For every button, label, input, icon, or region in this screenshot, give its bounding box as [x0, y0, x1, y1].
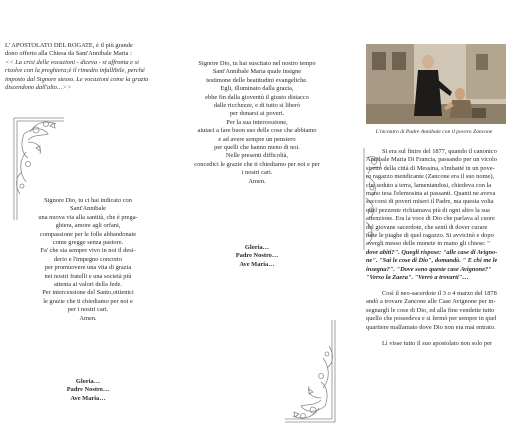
- intro-line: dono offerto alla Chiesa da Sant'Annibale Maria :: [5, 50, 132, 58]
- prayer-line: Sant'Annibale Maria quale insigne: [212, 68, 302, 76]
- prayer-line: una nuova via alla santità, che è prega-: [38, 213, 138, 221]
- closing-line: Ave Maria…: [70, 394, 106, 402]
- story-line: segnargli le cose di Dio, ed alla fine vendette tutto: [366, 306, 495, 314]
- story-line: "Verso la Zaera". "Verrò a trovarti"…: [366, 274, 469, 282]
- prayer-line: Signore Dio, tu hai suscitato nel nostro tempo: [198, 60, 316, 67]
- right-panel: [344, 0, 514, 435]
- prayer-text: [8, 197, 168, 323]
- closing-prayers: [8, 378, 168, 403]
- story-line: avergli messo delle monete in mano gli chiese: ": [366, 240, 490, 248]
- story-paragraph-2: [366, 290, 510, 332]
- floral-ornament-icon: [283, 318, 343, 430]
- prayer-line: Per la sua intercessione,: [226, 118, 288, 126]
- quote-line: << La crisi delle vocazioni - diceva - si affronta e si: [5, 59, 139, 66]
- story-line: tutte le piaghe di quel ragazzo. Si avvicinò e dopo: [366, 232, 494, 240]
- priest-and-beggar-icon: [366, 44, 506, 124]
- story-line: insegna?". "Dove sono queste case Avignone?": [366, 265, 492, 273]
- quote-line: discendono dall'alto…>>: [5, 84, 72, 92]
- story-line: del giovane sacerdote, che sentì di dover curare: [366, 223, 488, 231]
- prayer-line: per quelli che hanno meno di noi.: [214, 144, 300, 152]
- prayer-line: ebbe fin dalla gioventù il giusto distacco: [205, 93, 309, 101]
- illustration-image: [366, 44, 506, 124]
- intro-paragraph: [5, 42, 165, 59]
- prayer-line: Egli, illuminato dalla grazia,: [220, 85, 294, 93]
- prayer-line: dalle ricchezze, e di tutto si liberò: [213, 102, 301, 110]
- closing-line: Gloria…: [75, 378, 101, 385]
- prayer-line: ghiera, amore agli orfani,: [55, 222, 121, 230]
- closing-line: Padre Nostro…: [235, 252, 279, 260]
- story-line: ne". "Sai le cose di Dio", domandò. " E chi me le: [366, 257, 498, 265]
- prayer-line: e ad avere sempre un pensiero: [218, 135, 296, 143]
- prayer-line: concedici le grazie che ti chiediamo per noi e per: [194, 160, 320, 168]
- prayer-line: per donarsi ai poveri.: [229, 110, 285, 118]
- story-line: attenzione. Era la voce di Dio che parlava al cuore: [366, 215, 495, 223]
- story-line: dove abiti?". Quegli rispose: "alle case di Avigno-: [366, 248, 498, 256]
- story-line: quello che possedeva e si fermò per sempre in quel: [366, 315, 497, 323]
- story-line: soccorsi di poveri miseri il Padre, ma questa volta: [366, 198, 494, 206]
- closing-line: Ave Maria…: [239, 260, 275, 268]
- middle-panel: [171, 0, 344, 435]
- story-line: ro ragazzo mendicante (Zancone era il suo nome),: [366, 173, 495, 181]
- story-line: quel pezzente richiamava più di ogni altro la sua: [366, 206, 490, 214]
- story-continuation: Lì visse tutto il suo apostolato non solo per: [382, 340, 493, 347]
- quote-line: risolve con la preghiera;è il rimedio infallibile, perché: [5, 67, 145, 75]
- prayer-line: derio e l'impegno concreto: [53, 255, 123, 263]
- story-line: che seduto a terra, lamentandosi, chiedeva con la: [366, 181, 492, 189]
- prayer-line: compassione per le folle abbandonate: [39, 230, 137, 238]
- story-line: Si era sul finire del 1877, quando il canonico: [382, 148, 497, 155]
- prayer-line: Signore Dio, tu ci hai indicato con: [44, 197, 132, 204]
- story-line: Così il neo-sacerdote il 3 o 4 marzo del 1878: [382, 290, 497, 297]
- prayer-line: per i nostri cari.: [67, 306, 109, 314]
- prayer-line: le grazie che ti chiediamo per noi e: [43, 297, 133, 305]
- prayer-line: testimone delle beatitudini evangeliche.: [206, 76, 308, 84]
- quote-line: imposto dal Signore stesso. Le vocazioni come la grazia: [5, 75, 149, 83]
- intro-line: L' APOSTOLATO DEL ROGATE, è il più grande: [5, 42, 133, 49]
- image-caption: L'incontro di Padre Annibale con il povero Zancone: [375, 129, 493, 135]
- prayer-line: nei nostri fratelli e una società più: [44, 272, 132, 280]
- closing-line: Padre Nostro…: [66, 386, 110, 394]
- closing-prayers: [173, 244, 341, 269]
- prayer-line: i nostri cari.: [241, 169, 273, 177]
- prayer-line: Nelle presenti difficoltà,: [225, 152, 289, 160]
- founder-quote: [5, 59, 167, 93]
- story-line: stretto della città di Messina, s'imbatté in un pove-: [366, 164, 495, 172]
- left-panel: [0, 0, 171, 435]
- story-line: mano tesa l'elemosina ai passanti. Quanti ne aveva: [366, 190, 496, 198]
- prayer-line: Amen.: [248, 177, 266, 185]
- story-line: Annibale Maria Di Francia, passando per un vicolo: [366, 156, 497, 164]
- story-line: andò a trovare Zancone alle Case Avignone per in-: [366, 298, 496, 306]
- prayer-line: Amen.: [79, 314, 97, 322]
- prayer-line: per promuovere una vita di grazia: [44, 264, 132, 272]
- prayer-line: Fa' che sia sempre vivo in noi il desi-: [40, 247, 136, 255]
- prayer-line: Per intercessione del Santo,ottienici: [42, 289, 134, 297]
- story-line: quartiere malfamato dove Dio non era mai entrato.: [366, 323, 496, 331]
- closing-line: Gloria…: [244, 244, 270, 251]
- prayer-line: aiutaci a fare buon uso delle cose che abbiamo: [197, 127, 317, 135]
- prayer-line: Sant'Annibale: [70, 205, 106, 213]
- prayer-text: [173, 60, 341, 186]
- prayer-line: come gregge senza pastore.: [52, 239, 124, 247]
- prayer-line: attenta ai valori della fede.: [54, 281, 122, 289]
- story-paragraph: [366, 148, 510, 283]
